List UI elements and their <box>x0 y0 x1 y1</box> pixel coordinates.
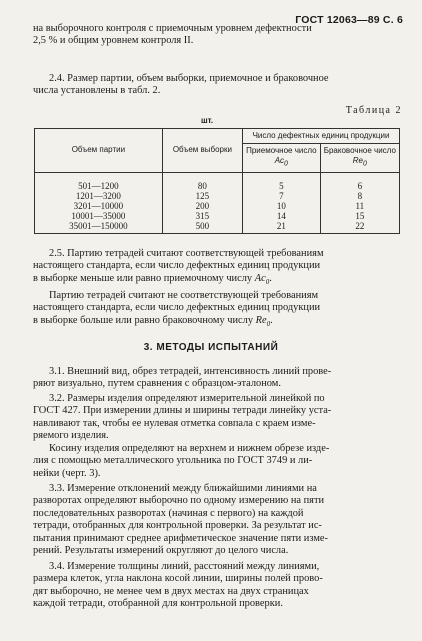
text-line: тетради, отобранных для контрольной проверки. За результат ис- <box>33 520 322 532</box>
text-line: числа установлены в табл. 2. <box>33 85 161 97</box>
cell-sample: 315 <box>162 211 242 221</box>
paragraph-3-2b <box>33 443 399 480</box>
text-line: разворотах определяют выборочно по одному измерению на пяти <box>33 495 325 507</box>
cell-re: 15 <box>320 211 399 221</box>
cell-party: 3201—10000 <box>35 201 163 211</box>
cell-ac: 21 <box>243 221 321 234</box>
text-line: 3.1. Внешний вид, обрез тетрадей, интенсивность линий прове- <box>49 366 332 377</box>
col-header-reject <box>320 144 399 173</box>
cell-ac: 7 <box>243 191 321 201</box>
cell-re: 8 <box>320 191 399 201</box>
text-line: навливают так, чтобы ее нулевая отметка совпала с краем изме- <box>33 417 316 429</box>
cell-party: 1201—3200 <box>35 191 163 201</box>
cell-sample: 200 <box>162 201 242 211</box>
cell-party: 35001—150000 <box>35 221 163 234</box>
text-line: 2,5 % и общим уровнем контроля II. <box>33 35 194 47</box>
cell-ac: 10 <box>243 201 321 211</box>
paragraph-2-5 <box>33 248 399 288</box>
accept-symbol: Ac <box>254 272 266 284</box>
text-line: в выборке больше или равно браковочному числу $Re_0$. <box>33 314 273 328</box>
accept-sub: 0 <box>284 160 288 168</box>
paragraph-2-4 <box>33 73 399 98</box>
cell-re: 6 <box>320 172 399 191</box>
accept-label: Приемочное число <box>246 146 317 155</box>
text-line: рений. Результаты измерений округляют до целого числа. <box>33 545 289 557</box>
col-header-party: Объем партии <box>35 129 163 173</box>
cell-sample: 125 <box>162 191 242 201</box>
paragraph-3-3 <box>33 483 399 557</box>
cell-party: 501—1200 <box>35 172 163 191</box>
text-line: настоящего стандарта, если число дефектных единиц продукции <box>33 260 321 272</box>
col-header-sample: Объем выборки <box>162 129 242 173</box>
section-title: 3. МЕТОДЫ ИСПЫТАНИЙ <box>143 342 279 353</box>
reject-symbol: Re <box>352 156 363 165</box>
paragraph-2-5b <box>33 290 399 330</box>
paragraph-3-2 <box>33 393 399 443</box>
cell-party: 10001—35000 <box>35 211 163 221</box>
table-caption: Таблица 2 <box>345 105 402 116</box>
text-line: 2.4. Размер партии, объем выборки, приемочное и браковочное <box>49 73 329 84</box>
text-line: ГОСТ 427. При измерении длины и ширины тетради линейку уста- <box>33 405 332 417</box>
reject-label: Браковочное число <box>323 146 396 155</box>
text-line: каждой тетради, отобранной для контрольной проверки. <box>33 598 283 610</box>
text-line: нейки (черт. 3). <box>33 467 101 479</box>
text-line: настоящего стандарта, если число дефектных единиц продукции <box>33 302 321 314</box>
table-row <box>35 191 400 201</box>
text-line: в выборке меньше или равно приемочному числу $Ac_0$. <box>33 272 272 286</box>
table-row <box>35 201 400 211</box>
table-2 <box>34 128 400 234</box>
text-line: дят выборочно, не менее чем в двух местах на двух страницах <box>33 585 309 597</box>
text-line: ряемого изделия. <box>33 430 109 442</box>
table-row <box>35 211 400 221</box>
cell-sample: 500 <box>162 221 242 234</box>
cell-sample: 80 <box>162 172 242 191</box>
text-line: пытания принимают среднее арифметическое значение пяти изме- <box>33 532 328 544</box>
text-line: ряют визуально, путем сравнения с образцом-эталоном. <box>33 378 281 390</box>
table-row <box>35 172 400 191</box>
paragraph-3-1 <box>33 366 399 391</box>
unit-label: шт. <box>201 116 214 125</box>
cell-re: 11 <box>320 201 399 211</box>
text-line: Партию тетрадей считают не соответствующей требованиям <box>49 290 319 301</box>
cell-ac: 14 <box>243 211 321 221</box>
text-line: 2.5. Партию тетрадей считают соответствующей требованиям <box>49 248 324 259</box>
accept-symbol: Ac <box>274 156 285 165</box>
cell-ac: 5 <box>243 172 321 191</box>
text-line: лия с помощью металлического угольника по ГОСТ 3749 и ли- <box>33 455 313 467</box>
page-header: ГОСТ 12063—89 С. 6 <box>295 14 403 26</box>
cell-re: 22 <box>320 221 399 234</box>
table-row <box>35 221 400 234</box>
text-line: последовательных разворотах (начиная с первого) на каждой <box>33 507 304 519</box>
paragraph-intro <box>33 23 399 48</box>
text-line: 3.4. Измерение толщины линий, расстояний между линиями, <box>49 561 320 572</box>
text-line: размера клеток, угла наклона косой линии, ширины полей прово- <box>33 573 323 585</box>
text-line: Косину изделия определяют на верхнем и нижнем обрезе изде- <box>49 443 330 454</box>
col-header-accept <box>243 144 321 173</box>
text-line: 3.3. Измерение отклонений между ближайшими линиями на <box>49 483 317 494</box>
paragraph-3-4 <box>33 561 399 611</box>
col-header-group: Число дефектных единиц продукции <box>243 129 400 144</box>
text-line: на выборочного контроля с приемочным уровнем дефектности <box>33 23 312 34</box>
reject-sub: 0 <box>362 160 367 168</box>
reject-symbol: Re <box>255 314 267 326</box>
text-line: 3.2. Размеры изделия определяют измерительной линейкой по <box>49 393 325 404</box>
